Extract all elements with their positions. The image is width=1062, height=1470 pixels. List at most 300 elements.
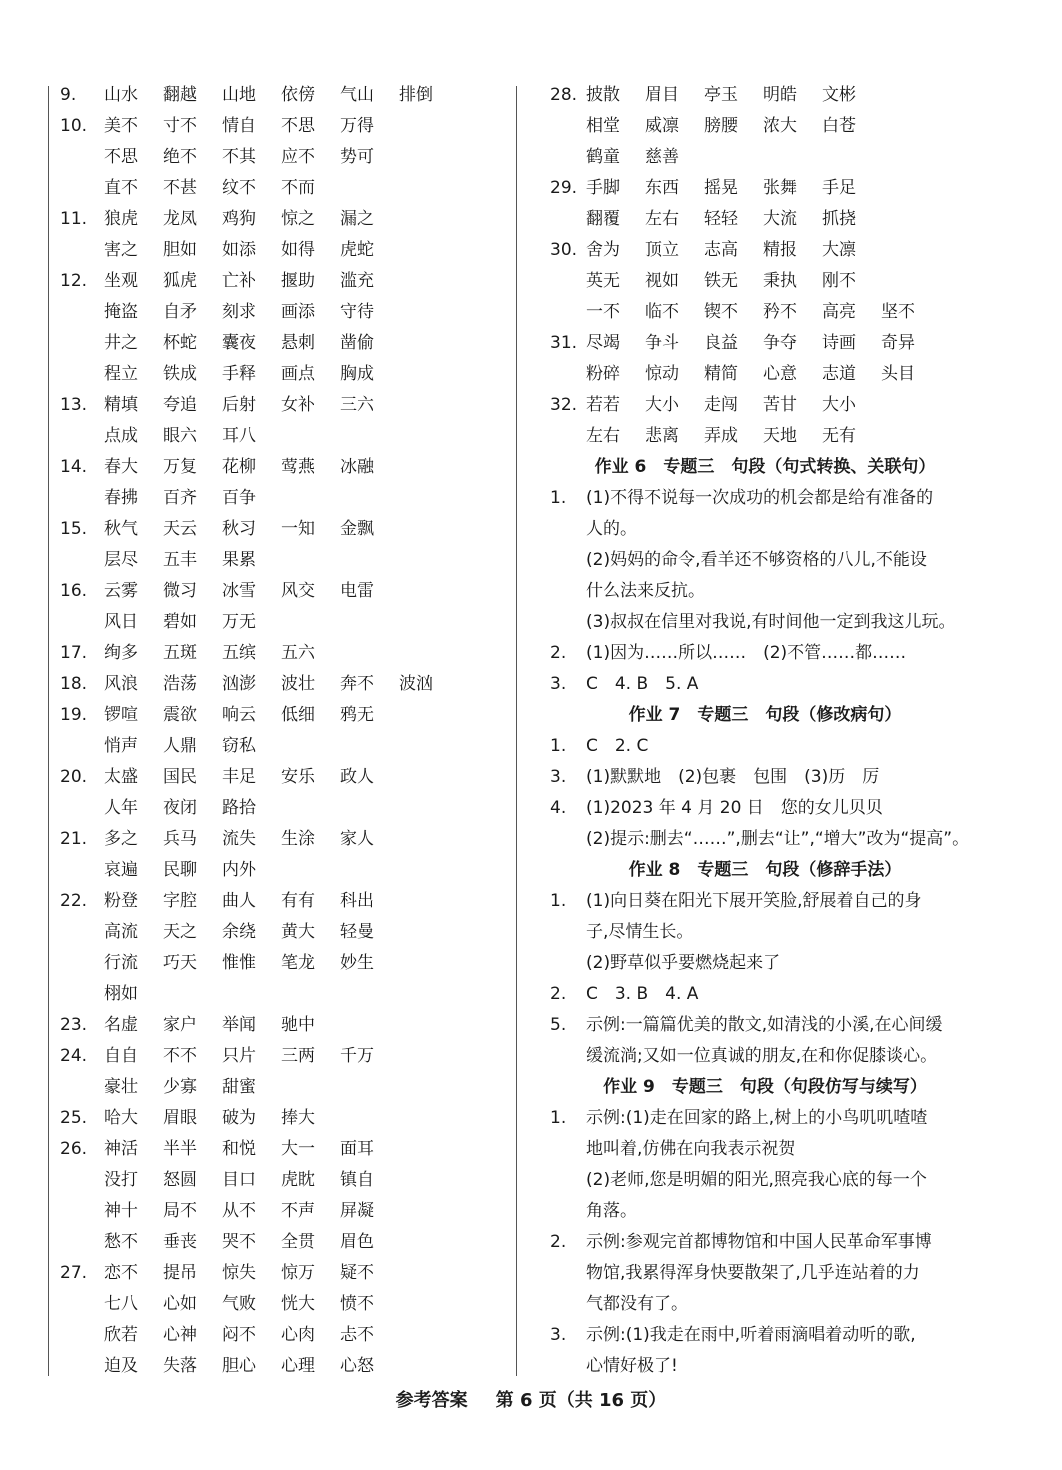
word-row xyxy=(60,328,500,359)
word-pair: 程立 xyxy=(104,364,138,384)
word-pair: 气败 xyxy=(222,1294,256,1314)
word-pair: 忐不 xyxy=(340,1325,374,1345)
word-pair: 害之 xyxy=(104,240,138,260)
answer-line: 气都没有了。 xyxy=(586,1294,688,1314)
word-pair: 局不 xyxy=(163,1201,197,1221)
word-pair: 人鼎 xyxy=(163,736,197,756)
word-pair: 怒圆 xyxy=(163,1170,197,1190)
word-pair: 如得 xyxy=(281,240,315,260)
word-pair: 惊之 xyxy=(281,209,315,229)
word-pair: 悬刺 xyxy=(281,333,315,353)
word-row xyxy=(550,204,980,235)
word-pair: 大流 xyxy=(763,209,797,229)
word-pair: 左右 xyxy=(645,209,679,229)
answer-line: (2)妈妈的命令,看羊还不够资格的八儿,不能设 xyxy=(586,550,927,570)
word-pair: 明皓 xyxy=(763,85,797,105)
word-pair: 花柳 xyxy=(222,457,256,477)
word-pair: 刻求 xyxy=(222,302,256,322)
word-pair: 悲离 xyxy=(645,426,679,446)
item-number: 17. xyxy=(60,643,88,663)
word-pair: 应不 xyxy=(281,147,315,167)
word-pair: 失落 xyxy=(163,1356,197,1376)
word-row xyxy=(60,421,500,452)
word-pair: 闷不 xyxy=(222,1325,256,1345)
answer-line: 4. (1)2023 年 4 月 20 日 您的女儿贝贝 xyxy=(550,798,883,818)
word-pair: 滥充 xyxy=(340,271,374,291)
word-pair: 千万 xyxy=(340,1046,374,1066)
word-pair: 微习 xyxy=(163,581,197,601)
word-pair: 顶立 xyxy=(645,240,679,260)
word-pair: 三六 xyxy=(340,395,374,415)
word-pair: 驰中 xyxy=(281,1015,315,1035)
word-pair: 家户 xyxy=(163,1015,197,1035)
item-number: 19. xyxy=(60,705,88,725)
word-pair: 愁不 xyxy=(104,1232,138,1252)
word-pair: 高流 xyxy=(104,922,138,942)
word-pair: 铁成 xyxy=(163,364,197,384)
answer-line: 2. C 3. B 4. A xyxy=(550,984,699,1004)
answer-line: 1. 示例:(1)走在回家的路上,树上的小鸟叽叽喳喳 xyxy=(550,1108,928,1128)
left-margin-rule xyxy=(48,86,49,1376)
word-pair: 科出 xyxy=(340,891,374,911)
word-pair: 国民 xyxy=(163,767,197,787)
word-pair: 半半 xyxy=(163,1139,197,1159)
word-pair: 不思 xyxy=(281,116,315,136)
word-pair: 揠助 xyxy=(281,271,315,291)
word-row xyxy=(60,142,500,173)
answer-line: 物馆,我累得浑身快要散架了,几乎连站着的力 xyxy=(586,1263,920,1283)
word-pair: 疑不 xyxy=(340,1263,374,1283)
word-pair: 绝不 xyxy=(163,147,197,167)
word-pair: 临不 xyxy=(645,302,679,322)
word-pair: 狼虎 xyxy=(104,209,138,229)
word-pair: 胆如 xyxy=(163,240,197,260)
word-pair: 诗画 xyxy=(822,333,856,353)
word-row xyxy=(60,514,500,545)
word-pair: 七八 xyxy=(104,1294,138,1314)
word-row xyxy=(60,1103,500,1134)
word-pair: 白苍 xyxy=(822,116,856,136)
section-heading-8: 作业 8 专题三 句段（修辞手法） xyxy=(628,860,902,880)
word-pair: 心怒 xyxy=(340,1356,374,1376)
word-row xyxy=(60,297,500,328)
word-pair: 汹澎 xyxy=(222,674,256,694)
item-number: 27. xyxy=(60,1263,88,1283)
word-pair: 翻覆 xyxy=(586,209,620,229)
item-number: 29. xyxy=(550,178,578,198)
word-pair: 女补 xyxy=(281,395,315,415)
word-pair: 惟惟 xyxy=(222,953,256,973)
word-pair: 精填 xyxy=(104,395,138,415)
word-pair: 冰融 xyxy=(340,457,374,477)
word-pair: 苦甘 xyxy=(763,395,797,415)
word-pair: 破为 xyxy=(222,1108,256,1128)
word-pair: 东西 xyxy=(645,178,679,198)
word-row xyxy=(550,390,980,421)
word-row xyxy=(550,80,980,111)
footer-title: 参考答案 xyxy=(395,1390,468,1411)
word-pair: 虎眈 xyxy=(281,1170,315,1190)
word-pair: 风交 xyxy=(281,581,315,601)
word-pair: 镇自 xyxy=(340,1170,374,1190)
answer-line: 2. (1)因为……所以…… (2)不管……都…… xyxy=(550,643,907,663)
word-pair: 流失 xyxy=(222,829,256,849)
word-pair: 势可 xyxy=(340,147,374,167)
answer-line: (2)野草似乎要燃烧起来了 xyxy=(586,953,781,973)
word-pair: 天云 xyxy=(163,519,197,539)
word-pair: 大凛 xyxy=(822,240,856,260)
word-pair: 一知 xyxy=(281,519,315,539)
word-row xyxy=(550,297,980,328)
word-pair: 高亮 xyxy=(822,302,856,322)
word-pair: 点成 xyxy=(104,426,138,446)
word-pair: 有有 xyxy=(281,891,315,911)
word-pair: 目口 xyxy=(222,1170,256,1190)
word-row xyxy=(60,607,500,638)
word-pair: 粉登 xyxy=(104,891,138,911)
word-pair: 轻轻 xyxy=(704,209,738,229)
word-row xyxy=(60,576,500,607)
word-pair: 眉眼 xyxy=(163,1108,197,1128)
item-number: 25. xyxy=(60,1108,88,1128)
word-pair: 奔不 xyxy=(340,674,374,694)
answer-line: 子,尽情生长。 xyxy=(586,922,694,942)
word-pair: 哈大 xyxy=(104,1108,138,1128)
word-row xyxy=(60,948,500,979)
word-row xyxy=(60,1289,500,1320)
right-word-items xyxy=(550,80,980,452)
word-pair: 走闯 xyxy=(704,395,738,415)
word-pair: 尽竭 xyxy=(586,333,620,353)
word-pair: 良益 xyxy=(704,333,738,353)
item-number: 30. xyxy=(550,240,578,260)
word-pair: 果累 xyxy=(222,550,256,570)
word-pair: 五斑 xyxy=(163,643,197,663)
word-pair: 文彬 xyxy=(822,85,856,105)
word-pair: 张舞 xyxy=(763,178,797,198)
word-pair: 屏凝 xyxy=(340,1201,374,1221)
word-pair: 太盛 xyxy=(104,767,138,787)
word-pair: 丰足 xyxy=(222,767,256,787)
word-pair: 安乐 xyxy=(281,767,315,787)
word-pair: 情自 xyxy=(222,116,256,136)
right-column xyxy=(550,80,980,1382)
word-pair: 风日 xyxy=(104,612,138,632)
word-pair: 锲不 xyxy=(704,302,738,322)
word-pair: 大小 xyxy=(645,395,679,415)
word-pair: 头目 xyxy=(881,364,915,384)
word-row xyxy=(60,452,500,483)
word-pair: 精简 xyxy=(704,364,738,384)
answer-line: 缓流淌;又如一位真诚的朋友,在和你促膝谈心。 xyxy=(586,1046,938,1066)
word-pair: 不而 xyxy=(281,178,315,198)
word-pair: 低细 xyxy=(281,705,315,725)
word-pair: 翻越 xyxy=(163,85,197,105)
word-pair: 名虚 xyxy=(104,1015,138,1035)
answer-line: 地叫着,仿佛在向我表示祝贺 xyxy=(586,1139,796,1159)
word-row xyxy=(60,390,500,421)
word-pair: 惊万 xyxy=(281,1263,315,1283)
word-pair: 轻曼 xyxy=(340,922,374,942)
word-row xyxy=(550,142,980,173)
word-pair: 画点 xyxy=(281,364,315,384)
word-pair: 生涂 xyxy=(281,829,315,849)
word-pair: 天地 xyxy=(763,426,797,446)
word-row xyxy=(60,1165,500,1196)
word-pair: 窃私 xyxy=(222,736,256,756)
word-pair: 波汹 xyxy=(399,674,433,694)
column-divider xyxy=(516,86,517,1376)
item-number: 10. xyxy=(60,116,88,136)
answer-line: 1. C 2. C xyxy=(550,736,649,756)
word-pair: 争斗 xyxy=(645,333,679,353)
word-row xyxy=(60,1320,500,1351)
item-number: 16. xyxy=(60,581,88,601)
item-number: 32. xyxy=(550,395,578,415)
page-footer xyxy=(0,1386,1062,1412)
word-pair: 不甚 xyxy=(163,178,197,198)
item-number: 12. xyxy=(60,271,88,291)
word-row xyxy=(60,1041,500,1072)
word-pair: 甜蜜 xyxy=(222,1077,256,1097)
word-pair: 垂丧 xyxy=(163,1232,197,1252)
word-pair: 层尽 xyxy=(104,550,138,570)
answer-line: (3)叔叔在信里对我说,有时间他一定到我这儿玩。 xyxy=(586,612,956,632)
word-pair: 百争 xyxy=(222,488,256,508)
word-pair: 排倒 xyxy=(399,85,433,105)
word-pair: 夜闭 xyxy=(163,798,197,818)
word-pair: 春大 xyxy=(104,457,138,477)
answer-line: 2. 示例:参观完首都博物馆和中国人民革命军事博 xyxy=(550,1232,932,1252)
word-pair: 举闻 xyxy=(222,1015,256,1035)
word-pair: 鸡狗 xyxy=(222,209,256,229)
word-pair: 后射 xyxy=(222,395,256,415)
word-pair: 抓挠 xyxy=(822,209,856,229)
word-pair: 五丰 xyxy=(163,550,197,570)
word-pair: 鹤童 xyxy=(586,147,620,167)
word-pair: 美不 xyxy=(104,116,138,136)
word-pair: 全贯 xyxy=(281,1232,315,1252)
item-number: 9. xyxy=(60,85,77,105)
word-pair: 鸦无 xyxy=(340,705,374,725)
word-pair: 胆心 xyxy=(222,1356,256,1376)
word-pair: 妙生 xyxy=(340,953,374,973)
word-pair: 惊失 xyxy=(222,1263,256,1283)
word-pair: 五六 xyxy=(281,643,315,663)
answer-line: 3. (1)默默地 (2)包裹 包围 (3)历 厉 xyxy=(550,767,880,787)
word-pair: 万得 xyxy=(340,116,374,136)
word-pair: 一不 xyxy=(586,302,620,322)
word-pair: 愤不 xyxy=(340,1294,374,1314)
word-pair: 大小 xyxy=(822,395,856,415)
item-number: 21. xyxy=(60,829,88,849)
item-number: 26. xyxy=(60,1139,88,1159)
word-pair: 五缤 xyxy=(222,643,256,663)
word-row xyxy=(550,173,980,204)
word-row xyxy=(60,80,500,111)
word-pair: 金飘 xyxy=(340,519,374,539)
word-pair: 惊动 xyxy=(645,364,679,384)
word-pair: 摇晃 xyxy=(704,178,738,198)
word-pair: 人年 xyxy=(104,798,138,818)
word-pair: 浩荡 xyxy=(163,674,197,694)
word-pair: 纹不 xyxy=(222,178,256,198)
word-pair: 路拾 xyxy=(222,798,256,818)
word-pair: 万无 xyxy=(222,612,256,632)
word-row xyxy=(60,700,500,731)
word-pair: 画添 xyxy=(281,302,315,322)
word-pair: 不声 xyxy=(281,1201,315,1221)
word-pair: 百齐 xyxy=(163,488,197,508)
word-pair: 莺燕 xyxy=(281,457,315,477)
word-row xyxy=(60,638,500,669)
item-number: 18. xyxy=(60,674,88,694)
item-number: 22. xyxy=(60,891,88,911)
word-pair: 面耳 xyxy=(340,1139,374,1159)
word-pair: 没打 xyxy=(104,1170,138,1190)
word-pair: 捧大 xyxy=(281,1108,315,1128)
answer-line: 人的。 xyxy=(586,519,637,539)
word-pair: 只片 xyxy=(222,1046,256,1066)
word-pair: 欣若 xyxy=(104,1325,138,1345)
word-pair: 多之 xyxy=(104,829,138,849)
word-pair: 狐虎 xyxy=(163,271,197,291)
word-pair: 气山 xyxy=(340,85,374,105)
section-heading-9: 作业 9 专题三 句段（句段仿写与续写） xyxy=(603,1077,927,1097)
word-pair: 龙凤 xyxy=(163,209,197,229)
answer-line: (2)老师,您是明媚的阳光,照亮我心底的每一个 xyxy=(586,1170,927,1190)
word-pair: 天之 xyxy=(163,922,197,942)
word-pair: 云雾 xyxy=(104,581,138,601)
word-pair: 直不 xyxy=(104,178,138,198)
word-pair: 豪壮 xyxy=(104,1077,138,1097)
word-row xyxy=(60,1351,500,1382)
word-pair: 相堂 xyxy=(586,116,620,136)
word-pair: 响云 xyxy=(222,705,256,725)
word-pair: 恋不 xyxy=(104,1263,138,1283)
word-pair: 亭玉 xyxy=(704,85,738,105)
word-pair: 民聊 xyxy=(163,860,197,880)
word-pair: 悄声 xyxy=(104,736,138,756)
word-row xyxy=(60,235,500,266)
word-pair: 大一 xyxy=(281,1139,315,1159)
word-pair: 囊夜 xyxy=(222,333,256,353)
answer-line: 5. 示例:一篇篇优美的散文,如清浅的小溪,在心间缓 xyxy=(550,1015,943,1035)
word-pair: 心如 xyxy=(163,1294,197,1314)
item-number: 24. xyxy=(60,1046,88,1066)
word-row xyxy=(60,979,500,1010)
word-pair: 电雷 xyxy=(340,581,374,601)
answer-line: 1. (1)向日葵在阳光下展开笑脸,舒展着自己的身 xyxy=(550,891,922,911)
word-pair: 耳八 xyxy=(222,426,256,446)
word-pair: 哀遍 xyxy=(104,860,138,880)
word-pair: 自自 xyxy=(104,1046,138,1066)
word-pair: 眉色 xyxy=(340,1232,374,1252)
word-pair: 守待 xyxy=(340,302,374,322)
word-pair: 手脚 xyxy=(586,178,620,198)
word-pair: 迫及 xyxy=(104,1356,138,1376)
word-pair: 虎蛇 xyxy=(340,240,374,260)
section-heading-7: 作业 7 专题三 句段（修改病句） xyxy=(628,705,902,725)
word-pair: 行流 xyxy=(104,953,138,973)
word-pair: 兵马 xyxy=(163,829,197,849)
word-pair: 栩如 xyxy=(104,984,138,1004)
word-pair: 慈善 xyxy=(645,147,679,167)
word-row xyxy=(60,1227,500,1258)
left-column xyxy=(60,80,500,1382)
answer-line: 心情好极了! xyxy=(586,1356,678,1376)
word-pair: 绚多 xyxy=(104,643,138,663)
word-row xyxy=(550,266,980,297)
item-number: 23. xyxy=(60,1015,88,1035)
word-pair: 笔龙 xyxy=(281,953,315,973)
word-row xyxy=(60,204,500,235)
word-row xyxy=(60,173,500,204)
word-row xyxy=(60,886,500,917)
word-pair: 手足 xyxy=(822,178,856,198)
word-row xyxy=(60,669,500,700)
word-pair: 矜不 xyxy=(763,302,797,322)
word-pair: 坐观 xyxy=(104,271,138,291)
word-pair: 舍为 xyxy=(586,240,620,260)
word-pair: 眉目 xyxy=(645,85,679,105)
word-pair: 铁无 xyxy=(704,271,738,291)
word-pair: 恍大 xyxy=(281,1294,315,1314)
word-pair: 弄成 xyxy=(704,426,738,446)
word-pair: 志道 xyxy=(822,364,856,384)
word-pair: 字腔 xyxy=(163,891,197,911)
word-pair: 碧如 xyxy=(163,612,197,632)
word-pair: 胸成 xyxy=(340,364,374,384)
answer-line: (2)提示:删去“……”,删去“让”,“增大”改为“提高”。 xyxy=(586,829,970,849)
word-pair: 政人 xyxy=(340,767,374,787)
word-pair: 夸追 xyxy=(163,395,197,415)
word-pair: 不不 xyxy=(163,1046,197,1066)
answer-line: 角落。 xyxy=(586,1201,637,1221)
word-row xyxy=(60,266,500,297)
word-pair: 余绕 xyxy=(222,922,256,942)
word-pair: 心理 xyxy=(281,1356,315,1376)
word-pair: 井之 xyxy=(104,333,138,353)
word-pair: 锣喧 xyxy=(104,705,138,725)
word-pair: 若若 xyxy=(586,395,620,415)
word-row xyxy=(60,359,500,390)
word-pair: 心肉 xyxy=(281,1325,315,1345)
word-pair: 神活 xyxy=(104,1139,138,1159)
word-pair: 三两 xyxy=(281,1046,315,1066)
word-pair: 黄大 xyxy=(281,922,315,942)
word-row xyxy=(60,111,500,142)
word-row xyxy=(60,1010,500,1041)
word-pair: 心意 xyxy=(763,364,797,384)
word-pair: 自矛 xyxy=(163,302,197,322)
word-row xyxy=(60,1258,500,1289)
word-pair: 家人 xyxy=(340,829,374,849)
word-pair: 依傍 xyxy=(281,85,315,105)
word-pair: 不其 xyxy=(222,147,256,167)
word-pair: 不思 xyxy=(104,147,138,167)
answer-line: 3. 示例:(1)我走在雨中,听着雨滴唱着动听的歌, xyxy=(550,1325,916,1345)
word-pair: 春拂 xyxy=(104,488,138,508)
word-pair: 山水 xyxy=(104,85,138,105)
word-pair: 视如 xyxy=(645,271,679,291)
word-row xyxy=(60,483,500,514)
word-pair: 万复 xyxy=(163,457,197,477)
word-pair: 哭不 xyxy=(222,1232,256,1252)
answer-line: 什么法来反抗。 xyxy=(586,581,705,601)
word-pair: 从不 xyxy=(222,1201,256,1221)
word-pair: 神十 xyxy=(104,1201,138,1221)
